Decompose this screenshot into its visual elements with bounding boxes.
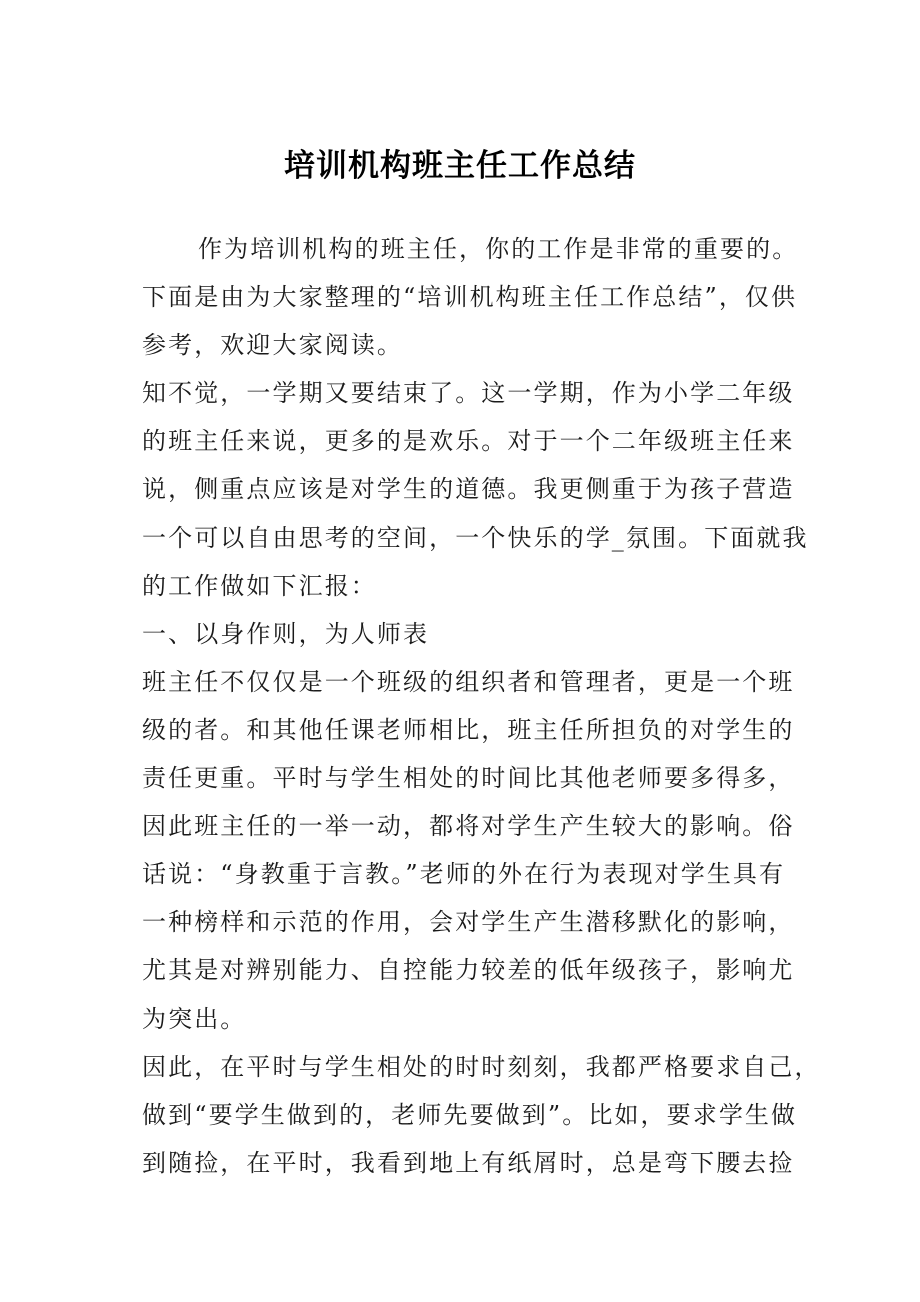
paragraph-opening-line-2: 的班主任来说，更多的是欢乐。对于一个二年级班主任来 [142,427,795,456]
paragraph-section1-line-1: 班主任不仅仅是一个班级的组织者和管理者，更是一个班 [142,667,795,696]
document-title: 培训机构班主任工作总结 [284,148,636,184]
paragraph-opening-line-5: 的工作做如下汇报： [142,571,377,600]
paragraph-example-line-2: 做到“要学生做到的，老师先要做到”。比如，要求学生做 [142,1100,798,1129]
paragraph-section1-line-5: 话说：“身教重于言教。”老师的外在行为表现对学生具有 [142,860,786,889]
paragraph-intro-line-3: 参考，欢迎大家阅读。 [142,331,403,360]
paragraph-intro-line-2: 下面是由为大家整理的“培训机构班主任工作总结”，仅供 [142,283,798,312]
paragraph-section1-line-8: 为突出。 [142,1004,247,1033]
paragraph-intro-line-1: 作为培训机构的班主任，你的工作是非常的重要的。 [198,235,799,263]
paragraph-section1-line-4: 因此班主任的一举一动，都将对学生产生较大的影响。俗 [142,812,795,841]
paragraph-example-line-3: 到随捡，在平时，我看到地上有纸屑时，总是弯下腰去捡 [142,1148,795,1177]
document-body [142,225,821,1187]
paragraph-opening-line-3: 说，侧重点应该是对学生的道德。我更侧重于为孩子营造 [142,475,795,504]
paragraph-opening-line-1: 知不觉，一学期又要结束了。这一学期，作为小学二年级 [142,379,795,408]
paragraph-section1-line-7: 尤其是对辨别能力、自控能力较差的低年级孩子，影响尤 [142,956,795,985]
paragraph-section1-line-6: 一种榜样和示范的作用，会对学生产生潜移默化的影响， [142,908,795,937]
section-heading-1: 一、以身作则，为人师表 [142,619,430,648]
paragraph-example-line-1: 因此，在平时与学生相处的时时刻刻，我都严格要求自己， [142,1052,821,1081]
paragraph-section1-line-3: 责任更重。平时与学生相处的时间比其他老师要多得多， [142,764,795,793]
paragraph-section1-line-2: 级的者。和其他任课老师相比，班主任所担负的对学生的 [142,715,795,744]
paragraph-opening-line-4: 一个可以自由思考的空间，一个快乐的学_氛围。下面就我 [142,523,809,552]
